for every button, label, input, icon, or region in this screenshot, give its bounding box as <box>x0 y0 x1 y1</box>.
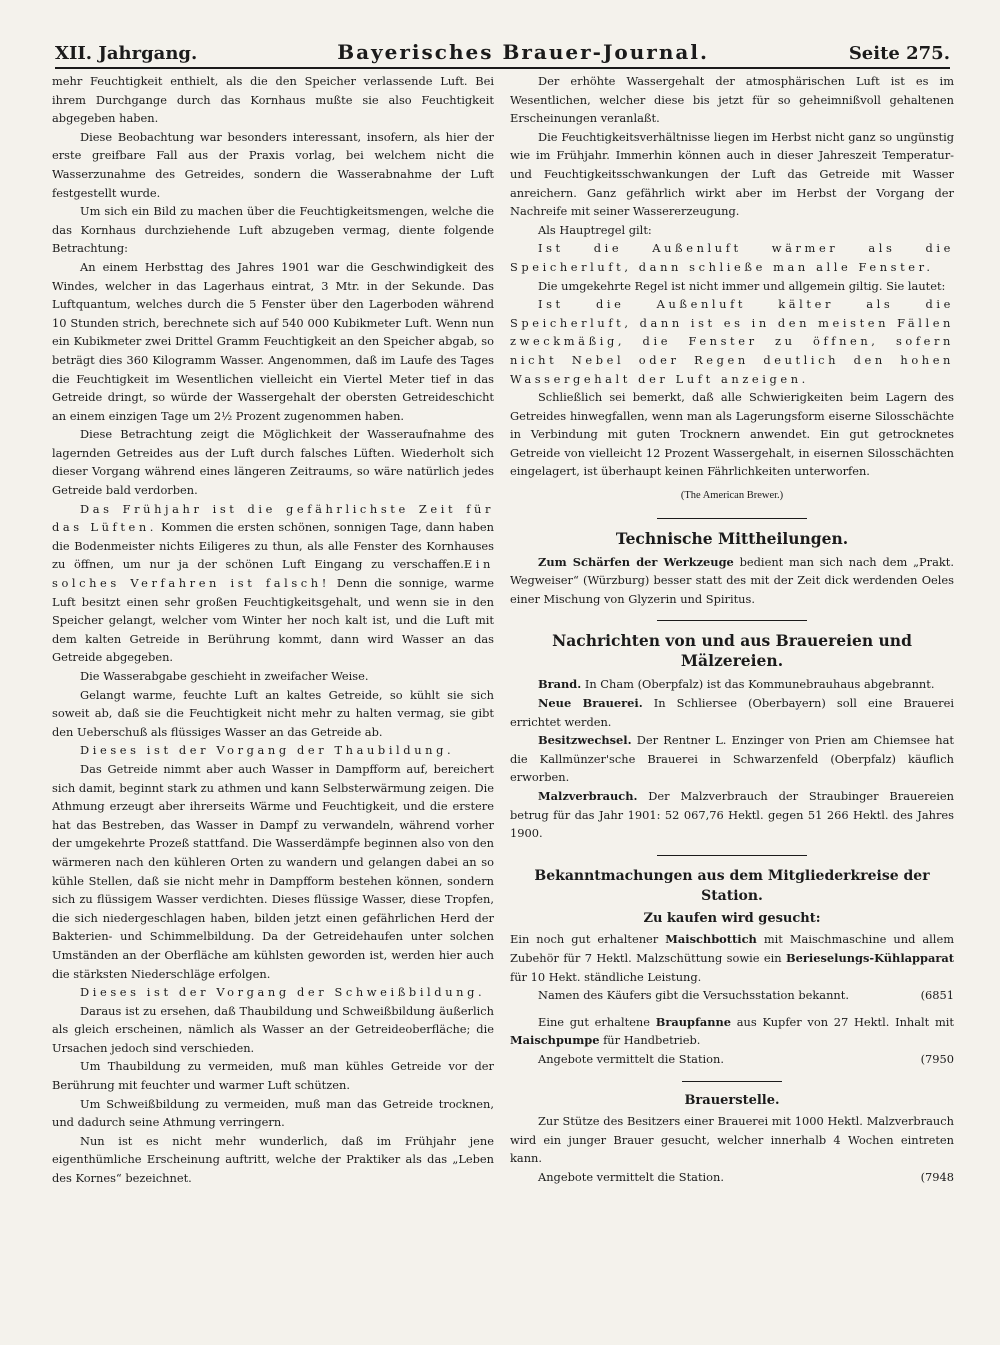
lead-text: Besitzwechsel. <box>538 733 632 748</box>
lead-text: Zum Schärfen der Werkzeuge <box>538 554 734 569</box>
paragraph: Um sich ein Bild zu machen über die Feuchtigkeitsmengen, welche die das Kornhaus durchziehende Luft abzugeben vermag, diente folgende Betrachtung: <box>52 204 494 256</box>
ad-text <box>510 930 954 986</box>
body-text: Denn die sonnige, warme Luft besitzt einen sehr großen Feuchtigkeitsgehalt, und wenn sie in den Speicher gelangt, welcher vom Winter her noch kalt ist, und die Luft mit dem kalten Getreide in Berührung kommt, dann wird Wasser an das Getreide abgegeben. <box>52 576 495 665</box>
news-item <box>510 694 954 731</box>
body-text: mit Maischmaschine und allem Zubehör für 7 Hektl. Malzschüttung sowie ein <box>510 932 954 965</box>
emphasis-paragraph: Dieses ist der Vorgang der Schweißbildung. <box>80 985 486 1000</box>
section-divider <box>657 855 807 856</box>
paragraph: Um Thaubildung zu vermeiden, muß man kühles Getreide vor der Berührung mit feuchter und warmer Luft schützen. <box>52 1059 494 1093</box>
ad-contact: Namen des Käufers gibt die Versuchsstation bekannt. <box>538 988 849 1003</box>
paragraph: Die Feuchtigkeitsverhältnisse liegen im Herbst nicht ganz so ungünstig wie im Frühjahr. Immerhin können auch in dieser Jahreszeit Temperatur- und Feuchtigkeitsschwankungen der Luft das Getreide mit Wasser anreichern. Ganz gefährlich wirkt aber im Herbst der Vorgang der Nachreife mit seiner Wassererzeugung. <box>510 129 954 219</box>
section-divider <box>657 620 807 621</box>
job-heading: Brauerstelle. <box>684 1092 780 1108</box>
paragraph: Der erhöhte Wassergehalt der atmosphärischen Luft ist es im Wesentlichen, welcher diese bis jetzt für so geheimnißvoll gehaltenen Erscheinungen veranlaßt. <box>510 74 954 126</box>
paragraph: Gelangt warme, feuchte Luft an kaltes Getreide, so kühlt sie sich soweit ab, daß sie die Feuchtigkeit nicht mehr zu halten vermag, sie gibt den Ueberschuß als flüssiges Wasser an das Getreide ab. <box>52 687 494 739</box>
body-text: Der Malzverbrauch der Straubinger Brauereien betrug für das Jahr 1901: 52 067,76 Hektl. gegen 51 266 Hektl. des Jahres 1900. <box>510 789 954 841</box>
paragraph: Diese Betrachtung zeigt die Möglichkeit der Wasseraufnahme des lagernden Getreides aus der Luft durch falsches Lüften. Wiederholt sich dieser Vorgang während eines längeren Zeitraums, so wäre natürlich jedes Getreide bald verdorben. <box>52 427 494 498</box>
body-text: aus Kupfer von 27 Hektl. Inhalt mit <box>731 1014 954 1029</box>
paragraph: Nun ist es nicht mehr wunderlich, daß im Frühjahr jene eigenthümliche Erscheinung auftritt, welche der Praktiker als das „Leben des Kornes“ bezeichnet. <box>52 1133 494 1186</box>
lead-text: Maischpumpe <box>510 1033 600 1048</box>
body-text: Eine gut erhaltene <box>538 1014 656 1029</box>
tech-section-title: Technische Mittheilungen. <box>615 528 849 548</box>
news-section-title: Nachrichten von und aus Brauereien und Mälzereien. <box>552 631 912 671</box>
paragraph: Die Wasserabgabe geschieht in zweifacher Weise. <box>80 669 369 683</box>
rule-paragraph: Ist die Außenluft kälter als die Speicherluft, dann ist es in den meisten Fällen zweckmäßig, die Fenster zu öffnen, sofern nicht Nebel oder Regen deutlich den hohen Wassergehalt der Luft anzeigen. <box>510 297 954 386</box>
ad-text: Zur Stütze des Besitzers einer Brauerei mit 1000 Hektl. Malzverbrauch wird ein junger Brauer gesucht, welcher innerhalb 4 Wochen eintreten kann. <box>510 1114 954 1166</box>
emphasis-text: Ein solches Verfahren ist falsch! <box>52 557 494 591</box>
lead-text: Neue Brauerei. <box>538 696 643 711</box>
lead-text: Malzverbrauch. <box>538 789 638 803</box>
body-text: In Schliersee (Oberbayern) soll eine Brauerei errichtet werden. <box>510 696 954 729</box>
paragraph: Diese Beobachtung war besonders interessant, insofern, als hier der erste greifbare Fall aus der Praxis vorlag, bei welchem nicht die Wasserzunahme des Getreides, sondern die Wasserabnahme der Luft festgestellt wurde. <box>52 129 494 200</box>
paragraph: Um Schweißbildung zu vermeiden, muß man das Getreide trocknen, und dadurch seine Athmung verringern. <box>52 1096 494 1130</box>
paragraph: Als Hauptregel gilt: <box>538 222 652 237</box>
news-item <box>510 787 954 843</box>
section-divider <box>657 518 807 519</box>
wanted-heading: Zu kaufen wird gesucht: <box>643 910 821 926</box>
paragraph <box>510 553 954 609</box>
paragraph: Die umgekehrte Regel ist nicht immer und allgemein giltig. Sie lautet: <box>538 278 946 293</box>
emphasis-text: Das Frühjahr ist die gefährlichste Zeit für das Lüften. <box>52 501 494 535</box>
ad-text <box>510 1013 954 1050</box>
news-item <box>510 675 954 694</box>
body-text: bedient man sich nach dem „Prakt. Wegweiser“ (Würzburg) besser statt des mit der Zeit dick werdenden Oeles einer Mischung von Glyzerin und Spiritus. <box>510 554 954 606</box>
paragraph: Daraus ist zu ersehen, daß Thaubildung und Schweißbildung äußerlich als gleich erscheinen, nämlich als Wasser an der Getreideoberfläche; die Ursachen jedoch sind verschieden. <box>52 1003 494 1055</box>
page-number: Seite 275. <box>848 43 950 64</box>
ad-number: (7950 <box>920 1051 954 1066</box>
ad-contact: Angebote vermittelt die Station. <box>538 1051 724 1066</box>
body-text: Der Rentner L. Enzinger von Prien am Chiemsee hat die Kallmünzer'sche Brauerei in Schwarzenfeld (Oberpfalz) käuflich erworben. <box>510 733 954 785</box>
body-text: für 10 Hekt. ständliche Leistung. <box>510 969 702 984</box>
left-column <box>52 72 494 1188</box>
ad-contact-row <box>510 1050 954 1069</box>
volume-label: XII. Jahrgang. <box>55 43 198 64</box>
paragraph <box>52 500 494 667</box>
news-item <box>510 731 954 787</box>
paragraph: Das Getreide nimmt aber auch Wasser in Dampfform auf, bereichert sich damit, beginnt stark zu athmen und kann Selbsterwärmung zeigen. Die Athmung erzeugt aber ihrerseits Wärme und Feuchtigkeit, und die erstere hat das Bestreben, das Wasser in Dampf zu verwandeln, während vorher der umgekehrte Prozeß stattfand. Die Wasserdämpfe beginnen also von den wärmeren nach den kühleren Orten zu wandern und gelangen dabei an so kühle Stellen, daß sie nicht mehr in Dampfform bestehen können, sondern sich zu flüssigem Wasser verdichten. Dieses flüssige Wasser, diese Tropfen, die sich niedergeschlagen haben, bilden jetzt einen gefährlichen Herd der Bakterien- und Schimmelbildung. Da der Getreidehaufen unter solchen Umständen an der Oberfläche am kühlsten geworden ist, werden hier auch die stärksten Niederschläge erfolgen. <box>52 761 494 981</box>
spacer <box>510 1005 954 1013</box>
emphasis-paragraph: Dieses ist der Vorgang der Thaubildung. <box>80 743 455 758</box>
page-header <box>55 30 950 69</box>
ad-number: (7948 <box>920 1169 954 1184</box>
paragraph: An einem Herbsttag des Jahres 1901 war die Geschwindigkeit des Windes, welcher in das Lagerhaus eintrat, 3 Mtr. in der Sekunde. Das Luftquantum, welches durch die 5 Fenster über den Lagerboden während 10 Stunden strich, berechnete sich auf 540 000 Kubikmeter Luft. Wenn nun ein Kubikmeter zwei Drittel Gramm Feuchtigkeit an den Speicher abgab, so beträgt dies 360 Kilogramm Wasser. Angenommen, daß im Laufe des Tages die Feuchtigkeit im Wesentlichen vielleicht ein Viertel Meter tief in das Getreide dringt, so würde der Wassergehalt der obersten Getreideschicht an einem einzigen Tage um 2½ Prozent zugenommen haben. <box>52 259 494 423</box>
notice-section-title: Bekanntmachungen aus dem Mitgliederkreise der Station. <box>534 867 930 904</box>
body-text: Kommen die ersten schönen, sonnigen Tage, dann haben die Bodenmeister nichts Eiligeres zu thun, als alle Fenster des Kornhauses zu öffnen, um nur ja der schönen Luft Eingang zu verschaffen. <box>52 520 494 572</box>
body-text: In Cham (Oberpfalz) ist das Kommunebrauhaus abgebrannt. <box>581 677 935 692</box>
section-divider <box>682 1081 782 1082</box>
source-citation: (The American Brewer.) <box>680 490 784 502</box>
ad-contact-row <box>510 986 954 1005</box>
right-column <box>510 72 954 1187</box>
ad-contact-row <box>510 1168 954 1187</box>
body-text: Ein noch gut erhaltener <box>510 932 666 947</box>
ad-number: (6851 <box>920 988 954 1003</box>
lead-text: Maischbottich <box>665 932 757 947</box>
paragraph: mehr Feuchtigkeit enthielt, als die den Speicher verlassende Luft. Bei ihrem Durchgange durch das Kornhaus mußte sie also Feuchtigkeit abgegeben haben. <box>52 74 494 126</box>
journal-title: Bayerisches Brauer-Journal. <box>337 40 709 64</box>
rule-paragraph: Ist die Außenluft wärmer als die Speicherluft, dann schließe man alle Fenster. <box>510 241 954 274</box>
lead-text: Brand. <box>538 677 582 692</box>
lead-text: Berieselungs-Kühlapparat <box>786 950 954 965</box>
body-text: für Handbetrieb. <box>599 1033 701 1048</box>
ad-contact: Angebote vermittelt die Station. <box>538 1169 724 1184</box>
paragraph: Schließlich sei bemerkt, daß alle Schwierigkeiten beim Lagern des Getreides hinwegfallen, wenn man als Lagerungsform eiserne Silosschächte in Verbindung mit guten Trocknern anwendet. Ein gut getrocknetes Getreide von vielleicht 12 Prozent Wassergehalt, in eisernen Silosschächten eingelagert, ist überhaupt keinen Fährlichkeiten unterworfen. <box>510 390 954 479</box>
lead-text: Braupfanne <box>655 1014 732 1029</box>
